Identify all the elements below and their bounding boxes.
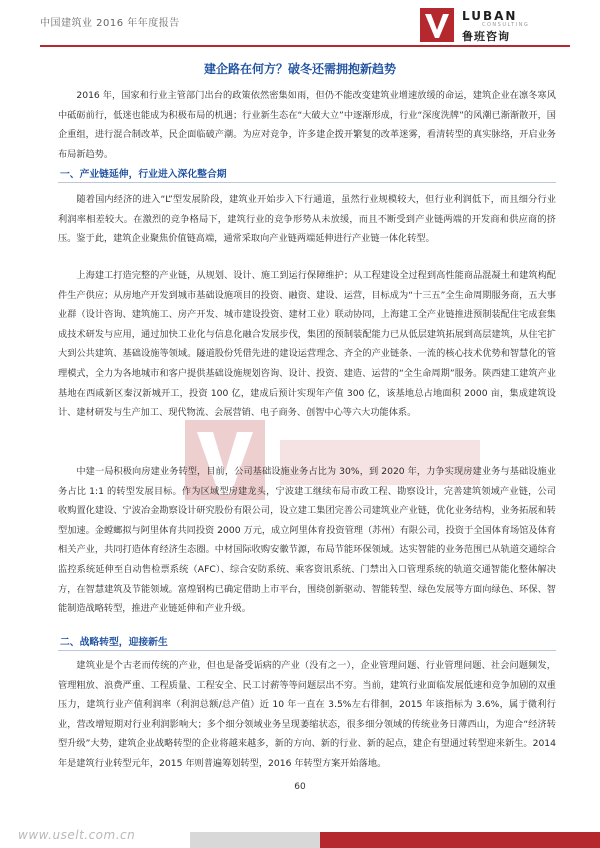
header-divider	[40, 45, 570, 47]
footer-url[interactable]: www.uselt.com.cn	[18, 828, 136, 842]
section-divider-1	[58, 182, 556, 183]
section-heading-1: 一、产业链延伸，行业进入深化整合期	[60, 169, 227, 180]
footer-stripe-red	[320, 832, 600, 848]
luban-logo	[420, 8, 570, 42]
report-title: 中国建筑业 2016 年年度报告	[40, 18, 180, 29]
intro-paragraph: 2016 年，国家和行业主管部门出台的政策依然密集如雨，但仍不能改变建筑业增速放缓的命运，建筑企业在凛冬寒风中砥砺前行，低迷也能成为积极布局的机遇；行业新生态在“大破大立”中逐渐形成，行业“深度洗牌”的风潮已渐渐散开，国企重组，进行混合制改革，民企面临破产潮。为应对竞争，许多建企拨开繁复的改革迷雾，看清转型的真实脉络，开启业务布局新趋势。	[58, 90, 556, 160]
logo-text-cn: 鲁班咨询	[462, 30, 510, 43]
section-divider-2	[58, 650, 556, 651]
paragraph-industry-chain: 随着国内经济的进入“L”型发展阶段，建筑业开始步入下行通道，虽然行业规模较大，但行业利润低下，而且细分行业利润率相差较大。在激烈的竞争格局下，建筑行业的竞争形势从未放缓，而且不断受到产业链两端的开发商和供应商的挤压。鉴于此，建筑企业聚焦价值链高端，通常采取向产业链两端延伸进行产业链一体化转型。	[58, 194, 556, 245]
logo-text-sub: CONSULTING	[482, 22, 530, 28]
paragraph-strategic-transformation: 建筑业是个古老而传统的产业，但也是备受诟病的产业（没有之一），企业管理问题、行业管理问题、社会问题频发，管理粗放、浪费严重、工程质量、工程安全、民工讨薪等等问题层出不穷。当前，建筑行业面临发展低速和竞争加剧的双重压力，建筑行业产值利润率（利润总额/总产值）近 10 年一直在 3.5%左右徘徊，2015 年该指标为 3.6%，属于微利行业，营改增短期对行业利润影响大；多个细分领域业务呈现萎缩状态，很多细分领域的传统业务日薄西山，为迎合“经济转型升级”大势，建筑企业战略转型的企业将越来越多，新的方向、新的行业、新的起点，建企有望通过转型迎来新生。2014 年是建筑行业转型元年，2015 年则普遍筹划转型，2016 年转型方案开始落地。	[58, 660, 556, 769]
section-heading-2: 二、战略转型，迎接新生	[60, 637, 168, 648]
paragraph-shanghai-construction: 上海建工打造完整的产业链，从规划、设计、施工到运行保障维护；从工程建设全过程到高性能商品混凝土和建筑构配件生产供应；从房地产开发到城市基础设施项目的投资、融资、建设、运营，目标成为“十三五”全生命周期服务商，五大事业群（设计咨询、建筑施工、房产开发、城市建设投资、建材工业）联动协同，上海建工全产业链推进预制装配住宅成套集成技术研发与应用，通过加快工业化与信息化融合发展步伐，集团的预制装配能力已从低层建筑拓展到高层建筑，从住宅扩大到公共建筑、基础设施等领域。隧道股份凭借先进的建设运营理念、齐全的产业链条、一流的核心技术优势和智慧化的管理模式，全力为各地城市和客户提供基础设施规划咨询、设计、投资、建造、运营的“全生命周期”服务。陕西建工建筑产业基地在西咸新区秦汉新城开工，投资 100 亿，建成后预计实现年产值 300 亿，该基地总占地面积 2000 亩，集成建筑设计、建材研发与生产加工、现代物流、会展营销、电子商务、创智中心等六大功能体系。	[58, 270, 556, 419]
page-header	[0, 0, 600, 46]
paragraph-cscec: 中建一局积极向房建业务转型，目前，公司基础设施业务占比为 30%，到 2020 年，力争实现房建业务与基础设施业务占比 1:1 的转型发展目标。作为区域型房建龙头，宁波建工继续布局市政工程、勘察设计，完善建筑领域产业链，公司收购置化建设、宁波冶金勘察设计研究股份有限公司，设立建工集团完善公司建筑业产业链，优化业务结构，业务拓展和转型加速。金螳螂拟与阿里体育共同投资 2000 万元，成立阿里体育投资管理（苏州）有限公司，投资于全国体育场馆及体育相关产业，共同打造体育经济生态圈。中材国际收购安徽节源，布局节能环保领域。达实智能的业务范围已从轨道交通综合监控系统延伸至自动售检票系统（AFC）、综合安防系统、乘客资讯系统、门禁出入口管理系统的轨道交通智能化整体解决方，在智慧建筑及节能领域。富煌钢构已确定借助上市平台，围绕创新驱动、智能转型、绿色发展等方面向绿色、环保、智能制造战略转型，推进产业链延伸和产业升级。	[58, 466, 556, 615]
logo-text-en: LUBAN	[462, 9, 518, 23]
article-title: 建企路在何方？破冬还需拥抱新趋势	[203, 62, 396, 76]
page-number: 60	[294, 782, 306, 792]
luban-logo-icon	[420, 8, 454, 42]
